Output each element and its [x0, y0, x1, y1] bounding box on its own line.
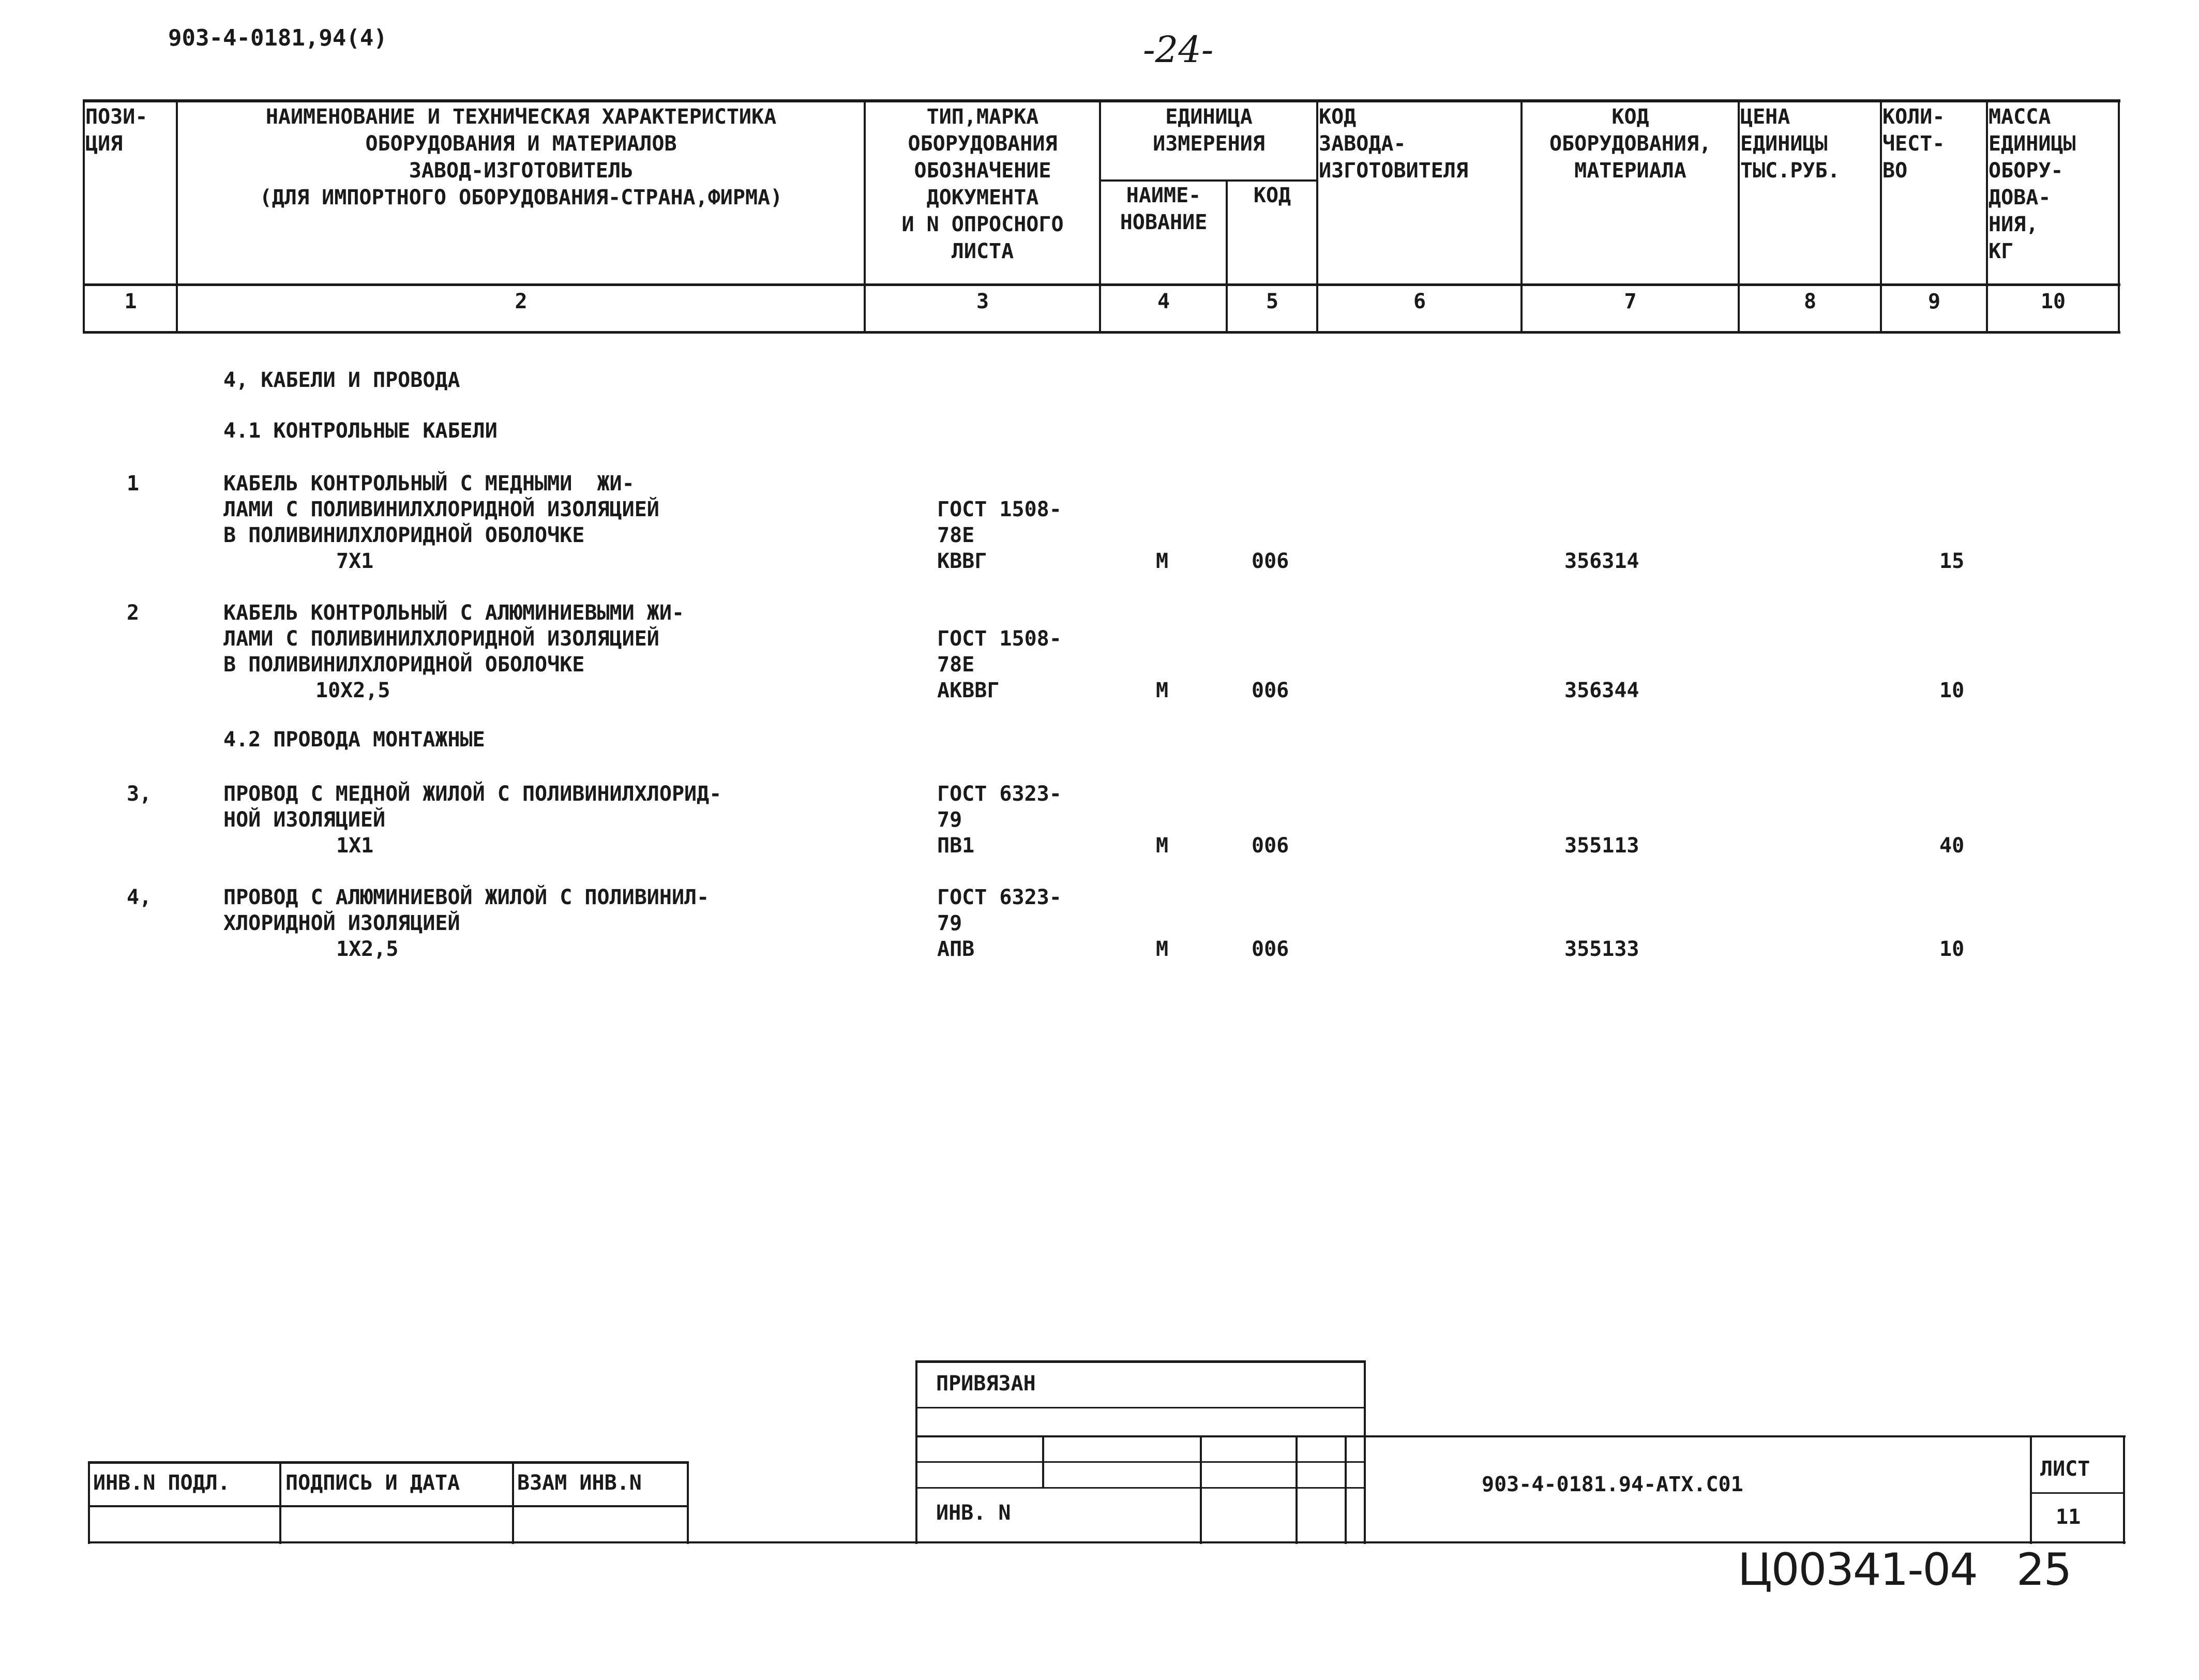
col-header-type: ТИП,МАРКА ОБОРУДОВАНИЯ ОБОЗНАЧЕНИЕ ДОКУМЕНТА И N ОПРОСНОГО ЛИСТА [901, 105, 1064, 263]
row-quantity: 15 [1939, 549, 1965, 573]
col-num-1: 1 [124, 290, 137, 313]
section-heading-wires: 4.2 ПРОВОДА МОНТАЖНЫЕ [223, 728, 485, 752]
row-size: 1X2,5 [336, 937, 399, 961]
privyazan-line-0 [915, 1360, 917, 1544]
row-material-code: 356314 [1564, 549, 1639, 573]
col-header-unit-name: НАИМЕ- НОВАНИЕ [1120, 184, 1208, 234]
footer-left-mid-rule [88, 1505, 688, 1507]
row-size: 7X1 [336, 549, 374, 573]
col-line-10 [2118, 99, 2120, 334]
privyazan-line-5 [1364, 1360, 1366, 1544]
row-description: ПРОВОД С АЛЮМИНИЕВОЙ ЖИЛОЙ С ПОЛИВИНИЛ- ХЛОРИДНОЙ ИЗОЛЯЦИЕЙ [223, 886, 710, 935]
sheet-label: ЛИСТ [2040, 1457, 2090, 1481]
privyazan-line-1 [1042, 1435, 1044, 1487]
col-header-quantity: КОЛИ- ЧЕСТ- ВО [1882, 105, 1945, 183]
col-line-9 [1986, 99, 1988, 334]
col-num-10: 10 [2040, 290, 2066, 313]
row-unit: М [1156, 549, 1169, 573]
col-header-factory-code: КОД ЗАВОДА- ИЗГОТОВИТЕЛЯ [1319, 105, 1468, 183]
privyazan-rule-3 [915, 1487, 1365, 1489]
col-line-5 [1316, 99, 1318, 334]
col-line-8 [1880, 99, 1882, 334]
row-unit-code: 006 [1252, 937, 1289, 961]
document-code: 903-4-0181.94-АТХ.С01 [1482, 1473, 1743, 1496]
row-unit-code: 006 [1252, 549, 1289, 573]
signature-date-label: ПОДПИСЬ И ДАТА [285, 1471, 460, 1495]
col-header-unit-code: КОД [1253, 184, 1291, 207]
row-unit-code: 006 [1252, 834, 1289, 858]
col-header-name: НАИМЕНОВАНИЕ И ТЕХНИЧЕСКАЯ ХАРАКТЕРИСТИКА ОБОРУДОВАНИЯ И МАТЕРИАЛОВ ЗАВОД-ИЗГОТОВИТЕЛЬ (ДЛЯ ИМПОРТНОГО ОБОРУДОВАНИЯ-СТРАНА,ФИРМА) [259, 105, 783, 209]
document-code-top: 903-4-0181,94(4) [168, 25, 387, 51]
footer-left-line-3 [687, 1461, 689, 1544]
header-top-rule [83, 99, 2120, 102]
row-unit: М [1156, 679, 1169, 702]
footer-left-line-1 [279, 1461, 281, 1544]
row-position: 2 [127, 601, 140, 625]
col-header-material-code: КОД ОБОРУДОВАНИЯ, МАТЕРИАЛА [1549, 105, 1712, 183]
footer-left-line-0 [88, 1461, 90, 1544]
section-heading-cables: 4, КАБЕЛИ И ПРОВОДА [223, 368, 460, 392]
col-num-5: 5 [1266, 290, 1279, 313]
col-line-0 [83, 99, 85, 334]
row-position: 3, [127, 782, 152, 806]
privyazan-line-2 [1200, 1435, 1202, 1544]
page-number: -24- [1143, 28, 1214, 71]
privyazan-rule-2 [915, 1461, 1365, 1463]
col-num-6: 6 [1413, 290, 1426, 313]
col-line-7 [1738, 99, 1740, 334]
col-num-3: 3 [976, 290, 989, 313]
row-type: ГОСТ 6323- 79 ПВ1 [937, 782, 1062, 858]
row-unit: М [1156, 834, 1169, 858]
inv-number-label: ИНВ.N ПОДЛ. [93, 1471, 230, 1495]
col-num-2: 2 [515, 290, 528, 313]
inv-n-label: ИНВ. N [936, 1501, 1011, 1525]
col-num-8: 8 [1803, 290, 1817, 313]
row-unit-code: 006 [1252, 679, 1289, 702]
row-quantity: 10 [1939, 679, 1965, 702]
header-mid-rule [83, 283, 2120, 286]
col-line-2 [864, 99, 866, 334]
row-description: КАБЕЛЬ КОНТРОЛЬНЫЙ С МЕДНЫМИ ЖИ- ЛАМИ С ПОЛИВИНИЛХЛОРИДНОЙ ИЗОЛЯЦИЕЙ В ПОЛИВИНИЛХЛОРИДНОЙ ОБОЛОЧКЕ [223, 472, 659, 547]
col-header-position: ПОЗИ- ЦИЯ [85, 105, 148, 156]
privyazan-top-rule [915, 1360, 1365, 1363]
sheet-number: 11 [2056, 1505, 2081, 1529]
col-num-9: 9 [1927, 290, 1941, 313]
row-type: ГОСТ 1508- 78Е КВВГ [937, 498, 1062, 573]
row-description: КАБЕЛЬ КОНТРОЛЬНЫЙ С АЛЮМИНИЕВЫМИ ЖИ- ЛАМИ С ПОЛИВИНИЛХЛОРИДНОЙ ИЗОЛЯЦИЕЙ В ПОЛИВИНИЛХЛОРИДНОЙ ОБОЛОЧКЕ [223, 601, 685, 677]
col-line-6 [1520, 99, 1523, 334]
col-header-unit: ЕДИНИЦА ИЗМЕРЕНИЯ [1153, 105, 1265, 156]
row-material-code: 355113 [1564, 834, 1639, 858]
header-bottom-rule [83, 331, 2120, 334]
sheet-mid-rule [2030, 1492, 2125, 1494]
privyazan-label: ПРИВЯЗАН [936, 1372, 1036, 1396]
row-unit: М [1156, 937, 1169, 961]
sheet-line-right [2123, 1435, 2125, 1544]
row-quantity: 40 [1939, 834, 1965, 858]
privyazan-line-3 [1296, 1435, 1298, 1544]
privyazan-rule-1 [915, 1407, 1365, 1408]
col-header-price: ЦЕНА ЕДИНИЦЫ ТЫС.РУБ. [1740, 105, 1840, 183]
col-header-mass: МАССА ЕДИНИЦЫ ОБОРУ- ДОВА- НИЯ, КГ [1989, 105, 2076, 263]
col-num-7: 7 [1624, 290, 1637, 313]
footer-mid-rule [915, 1435, 2126, 1437]
row-position: 1 [127, 472, 140, 496]
section-heading-control-cables: 4.1 КОНТРОЛЬНЫЕ КАБЕЛИ [223, 419, 498, 443]
col-line-4 [1226, 179, 1228, 334]
replacement-inv-label: ВЗАМ ИНВ.N [517, 1471, 642, 1495]
footer-left-line-2 [512, 1461, 514, 1544]
footer-left-top-rule [88, 1461, 688, 1464]
row-size: 10X2,5 [315, 679, 390, 702]
unit-subheader-rule [1099, 179, 1316, 182]
col-line-1 [176, 99, 178, 334]
row-type: ГОСТ 1508- 78Е АКВВГ [937, 627, 1062, 702]
row-type: ГОСТ 6323- 79 АПВ [937, 886, 1062, 961]
row-quantity: 10 [1939, 937, 1965, 961]
footer-bottom-rule [88, 1541, 2126, 1543]
row-material-code: 356344 [1564, 679, 1639, 702]
row-description: ПРОВОД С МЕДНОЙ ЖИЛОЙ С ПОЛИВИНИЛХЛОРИД- НОЙ ИЗОЛЯЦИЕЙ [223, 782, 722, 832]
archive-stamp: Ц00341-04 25 [1738, 1544, 2071, 1596]
sheet-line-left [2030, 1435, 2032, 1544]
row-position: 4, [127, 886, 152, 909]
row-size: 1X1 [336, 834, 374, 858]
privyazan-line-4 [1345, 1435, 1347, 1544]
col-num-4: 4 [1157, 290, 1170, 313]
col-line-3 [1099, 99, 1101, 334]
row-material-code: 355133 [1564, 937, 1639, 961]
